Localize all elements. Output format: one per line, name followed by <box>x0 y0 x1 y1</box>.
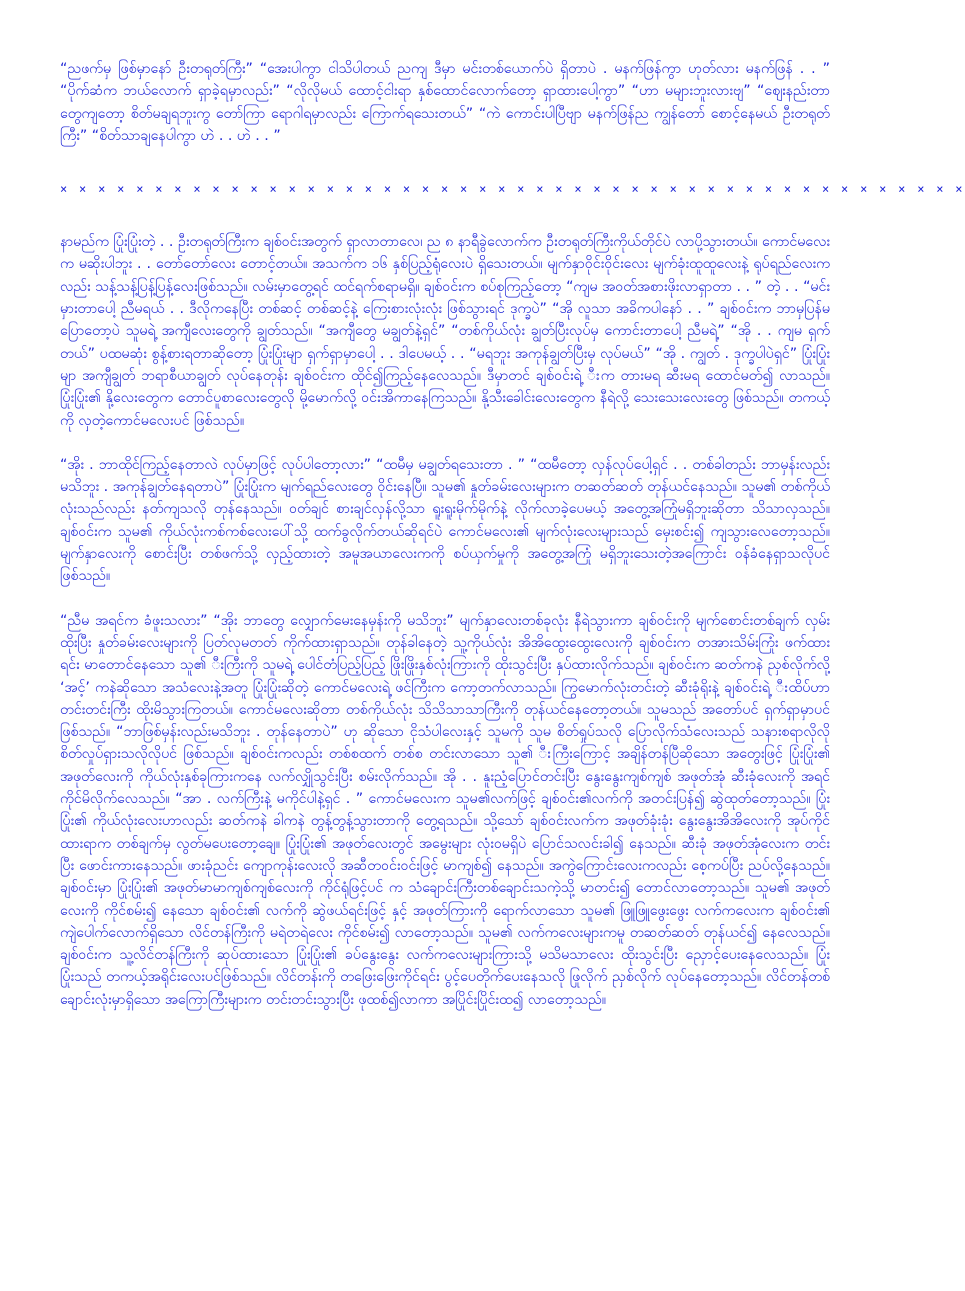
paragraph-gap <box>60 588 830 610</box>
section-separator: × × × × × × × × × × × × × × × × × × × × × × × × × × × × × × × × × × × × × × × × × × × × × × × × <box>60 182 965 197</box>
document-page <box>60 58 965 1268</box>
story-paragraph-3: “ညီမ အရင်က ခံဖူးသလား” “အိုး ဘာတွေ လျှောက်မေးနေမှန်းကို မသိဘူး” မျက်နှာလေးတစ်ခုလုံး နီရဲသွားကာ ချစ်ဝင်းကို မျက်စောင်းတစ်ချက် လှမ်းထိုးပြီး နှုတ်ခမ်းလေးများကို ပြတ်လုမတတ် ကိုက်ထားရှာသည်။ တုန်ခါနေတဲ့ သူ့ကိုယ်လုံး အိအိထွေးထွေးလေးကို ချစ်ဝင်းက တအားသိမ်းကြုံး ဖက်ထားရင်း မာတောင်နေသော သူ၏ ီးကြီးကို သူမရဲ့ ပေါင်တံပြည့်ပြည့် ဖြိုးဖြိုးနှစ်လုံးကြားကို ထိုးသွင်းပြီး နှပ်ထားလိုက်သည်။ ချစ်ဝင်းက ဆတ်ကနဲ ညှစ်လိုက်လို့ ‘အင့်’ ကနဲဆိုသော အသံလေးနဲ့အတူ ပြုံးပြုံးဆိုတဲ့ ကောင်မလေးရဲ့ ဖင်ကြီးက ကော့တက်လာသည်။ ကြွမောက်လုံးတင်းတဲ့ ဆီးခုံရိုးနဲ့ ချစ်ဝင်းရဲ့ ီးထိပ်ဟာ တင်းတင်းကြီး ထိုးမိသွားကြတယ်။ ကောင်မလေးဆိုတာ တစ်ကိုယ်လုံး သိသိသာသာကြီးကို တုန်ယင်နေတော့တယ်။ သူမသည် အတော်ပင် ရှက်ရှာမှာပင် ဖြစ်သည်။ “ဘာဖြစ်မှန်းလည်းမသိဘူး . တုန်နေတာပဲ” ဟု ဆိုသော ငိုသံပါလေးနှင့် သူမကို သူမ စိတ်ရှုပ်သလို ပြောလိုက်သံလေးသည် သနားစရာလိုလို စိတ်လှုပ်ရှားသလိုလိုပင် ဖြစ်သည်။ ချစ်ဝင်းကလည်း တစ်စထက် တစ်စ တင်းလာသော သူ၏ ီးကြီးကြောင့် အချိန်တန်ပြီဆိုသော အတွေးဖြင့် ပြုံးပြုံး၏ အဖုတ်လေးကို ကိုယ်လုံးနှစ်ခုကြားကနေ လက်လျှိုသွင်းပြီး စမ်းလိုက်သည်။ အို . . နူးညံ့ပြောင်တင်းပြီး နွေးနွေးကျစ်ကျစ် အဖုတ်အုံ ဆီးခုံလေးကို အရင်ကိုင်မိလိုက်လေသည်။ “အာ . လက်ကြီးနဲ့ မကိုင်ပါနဲ့ရှင် . ” ကောင်မလေးက သူမ၏လက်ဖြင့် ချစ်ဝင်း၏လက်ကို အတင်းပြန်၍ ဆွဲထုတ်တော့သည်။ ပြုံးပြုံး၏ ကိုယ်လုံးလေးဟာလည်း ဆတ်ကနဲ ခါကနဲ တွန့်တွန့်သွားတာကို တွေ့ရသည်။ သို့သော် ချစ်ဝင်းလက်က အဖုတ်ခုံးခုံး နွေးနွေးအိအိလေးကို အုပ်ကိုင်ထားရာက တစ်ချက်မှ လွတ်မပေးတော့ချေ။ ပြုံးပြုံး၏ အဖုတ်လေးတွင် အမွေးများ လုံးဝမရှိပဲ ပြောင်သလင်းခါ၍ နေသည်။ ဆီးခုံ အဖုတ်အုံလေးက တင်းပြီး ဖောင်းကားနေသည်။ ဖားခုံညင်း ကျောကုန်းလေးလို အဆီတဝင်းဝင်းဖြင့် မာကျစ်၍ နေသည်။ အကွဲကြောင်းလေးကလည်း စေ့ကပ်ပြီး ညပ်လို့နေသည်။ ချစ်ဝင်းမှာ ပြုံးပြုံး၏ အဖုတ်မာမာကျစ်ကျစ်လေးကို ကိုင်ရုံဖြင့်ပင် က သံချောင်းကြီးတစ်ချောင်းသကဲ့သို့ မာတင်း၍ တောင်လာတော့သည်။ သူမ၏ အဖုတ်လေးကို ကိုင်စမ်း၍ နေသော ချစ်ဝင်း၏ လက်ကို ဆွဲဖယ်ရင်းဖြင့် နှင့် အဖုတ်ကြားကို ရောက်လာသော သူမ၏ ဖြူဖြူဖွေးဖွေး လက်ကလေးက ချစ်ဝင်း၏ ကျဲပေါက်လောက်ရှိသော လိင်တန်ကြီးကို မရဲတရဲလေး ကိုင်စမ်း၍ လာတော့သည်။ သူမ၏ လက်ကလေးများကမူ တဆတ်ဆတ် တုန်ယင်၍ နေလေသည်။ ချစ်ဝင်းက သူ့လိင်တန်ကြီးကို ဆုပ်ထားသော ပြုံးပြုံး၏ ခပ်နွေးနွေး လက်ကလေးများကြားသို့ မသိမသာလေး ထိုးသွင်းပြီး ညှောင့်ပေးနေလေသည်။ ပြုံးပြုံးသည် တကယ့်အရိုင်းလေးပင်ဖြစ်သည်။ လိင်တန်းကို တဖြေးဖြေးကိုင်ရင်း ပွင့်ပေတိုက်ပေးနေသလို ဖြုလိုက် ညှစ်လိုက် လုပ်နေတော့သည်။ လိင်တန်တစ်ချောင်းလုံးမှာရှိသော အကြောကြီးများက တင်းတင်းသွားပြီး ဖုထစ်၍လာကာ အပြိုင်းပြိုင်းထ၍ လာတော့သည်။ <box>60 612 830 1008</box>
dialogue-paragraph: “ညဖက်မှ ဖြစ်မှာနော် ဦးတရုတ်ကြီး” “အေးပါကွာ ငါသိပါတယ် ညကျ ဒီမှာ မင်းတစ်ယောက်ပဲ ရှိတာပဲ . မနက်ဖြန်ကွာ ဟုတ်လား မနက်ဖြန် . . ” “ပိုက်ဆံက ဘယ်လောက် ရှာခဲ့ရမှာလည်း” “လိုလိုမယ် ထောင့်ငါးရာ နှစ်ထောင်လောက်တော့ ရှာထားပေါ့ကွာ” “ဟာ မများဘူးလားဗျ” “ဈေးနည်းတာတွေကျတော့ စိတ်မချရဘူးကွ တော်ကြာ ရောဂါရမှာလည်း ကြောက်ရသေးတယ်” “ကဲ ကောင်းပါပြီဗျာ မနက်ဖြန်ည ကျွန်တော် စောင့်နေမယ် ဦးတရုတ်ကြီး” “စိတ်သာချနေပါကွာ ဟဲ . . ဟဲ . . ” <box>60 61 830 144</box>
paragraph-gap <box>60 432 830 454</box>
story-paragraph-2: “အိုး . ဘာထိုင်ကြည့်နေတာလဲ လုပ်မှာဖြင့် လုပ်ပါတော့လား” “ထမီမှ မချွတ်ရသေးတာ . ” “ထမီတော့ လှန်လုပ်ပေါ့ရှင် . . တစ်ခါတည်း ဘာမှန်းလည်း မသိဘူး . အကုန်ချွတ်နေရတာပဲ” ပြုံးပြုံးက မျက်ရည်လေးတွေ ဝိုင်းနေပြီ။ သူမ၏ နှုတ်ခမ်းလေးများက တဆတ်ဆတ် တုန်ယင်နေသည်။ သူမ၏ တစ်ကိုယ်လုံးသည်လည်း နတ်ကျသလို တုန်နေသည်။ ဝတ်ချင် စားချင်လှန်လို့သာ ရူးရူးမိုက်မိုက်နဲ့ လိုက်လာခဲ့ပေမယ့် အတွေ့အကြုံမရှိဘူးဆိုတာ သိသာလှသည်။ ချစ်ဝင်းက သူမ၏ ကိုယ်လုံးကစ်ကစ်လေးပေါ်သို့ ထက်ခွလိုက်တယ်ဆိုရင်ပဲ ကောင်မလေး၏ မျက်လုံးလေးများသည် မှေးစင်း၍ ကျသွားလေတော့သည်။ မျက်နှာလေးကို စောင်းပြီး တစ်ဖက်သို့ လှည့်ထားတဲ့ အမူအယာလေးကကို စပ်ယှက်မှုကို အတွေ့အကြုံ မရှိဘူးသေးတဲ့အကြောင်း ဝန်ခံနေရှာသလိုပင်ဖြစ်သည်။ <box>60 456 830 585</box>
story-paragraph-1: နာမည်က ပြုံးပြုံးတဲ့ . . ဦးတရုတ်ကြီးက ချစ်ဝင်းအတွက် ရှာလာတာလေ၊ ည ၈ နာရီခွဲလောက်က ဦးတရုတ်ကြီးကိုယ်တိုင်ပဲ လာပို့သွားတယ်။ ကောင်မလေးက မဆိုးပါဘူး . . တော်တော်လေး တောင့်တယ်။ အသက်က ၁၆ နှစ်ပြည့်ရုံလေးပဲ ရှိသေးတယ်။ မျက်နှာဝိုင်းဝိုင်းလေး မျက်ခုံးထူထူလေးနဲ့ ရုပ်ရည်လေးကလည်း သန့်သန့်ပြန့်ပြန့်လေးဖြစ်သည်။ လမ်းမှာတွေ့ရင် ထင်ရက်စရာမရှိ။ ချစ်ဝင်းက စပ်စုကြည့်တော့ “ကျမ အဝတ်အစားဖိုးလာရှာတာ . . ” တဲ့ . . “မင်းမှားတာပေါ့ ညီမရယ် . . ဒီလိုကနေပြီး တစ်ဆင့် တစ်ဆင့်နဲ့ ကြေးစားလုံးလုံး ဖြစ်သွားရင် ဒုက္ခပဲ” “အို လူသာ အခိကပါနော် . . ” ချစ်ဝင်းက ဘာမှပြန်မပြောတော့ပဲ သူမရဲ့ အကျီလေးတွေကို ချွတ်သည်။ “အကျီတွေ မချွတ်နဲ့ရှင်” “တစ်ကိုယ်လုံး ချွတ်ပြီးလုပ်မှ ကောင်းတာပေါ့ ညီမရဲ့” “အို . . ကျမ ရှက်တယ်” ပထမဆုံး စွန့်စားရတာဆိုတော့ ပြုံးပြုံးမျာ ရှက်ရှာမှာပေါ့ . . ဒါပေမယ့် . . “မရဘူး အကုန်ချွတ်ပြီးမှ လုပ်မယ်” “အို . ကျွတ် . ဒုက္ခပါပဲရှင်” ပြုံးပြုံးမျာ အကျီချွတ် ဘရာစီယာချွတ် လုပ်နေတုန်း ချစ်ဝင်းက ထိုင်၍ကြည့်နေလေသည်။ ဒီမှာတင် ချစ်ဝင်းရဲ့ ီးက တားမရ ဆီးမရ ထောင်မတ်၍ လာသည်။ ပြုံးပြုံး၏ နို့လေးတွေက တောင်ပူစာလေးတွေလို မို့မောက်လို့ ဝင်းအိကာနေကြသည်။ နို့သီးခေါင်းလေးတွေက နီရဲလို့ သေးသေးလေးတွေ ဖြစ်သည်။ တကယ့်ကို လှတဲ့ကောင်မလေးပင် ဖြစ်သည်။ <box>60 234 830 429</box>
